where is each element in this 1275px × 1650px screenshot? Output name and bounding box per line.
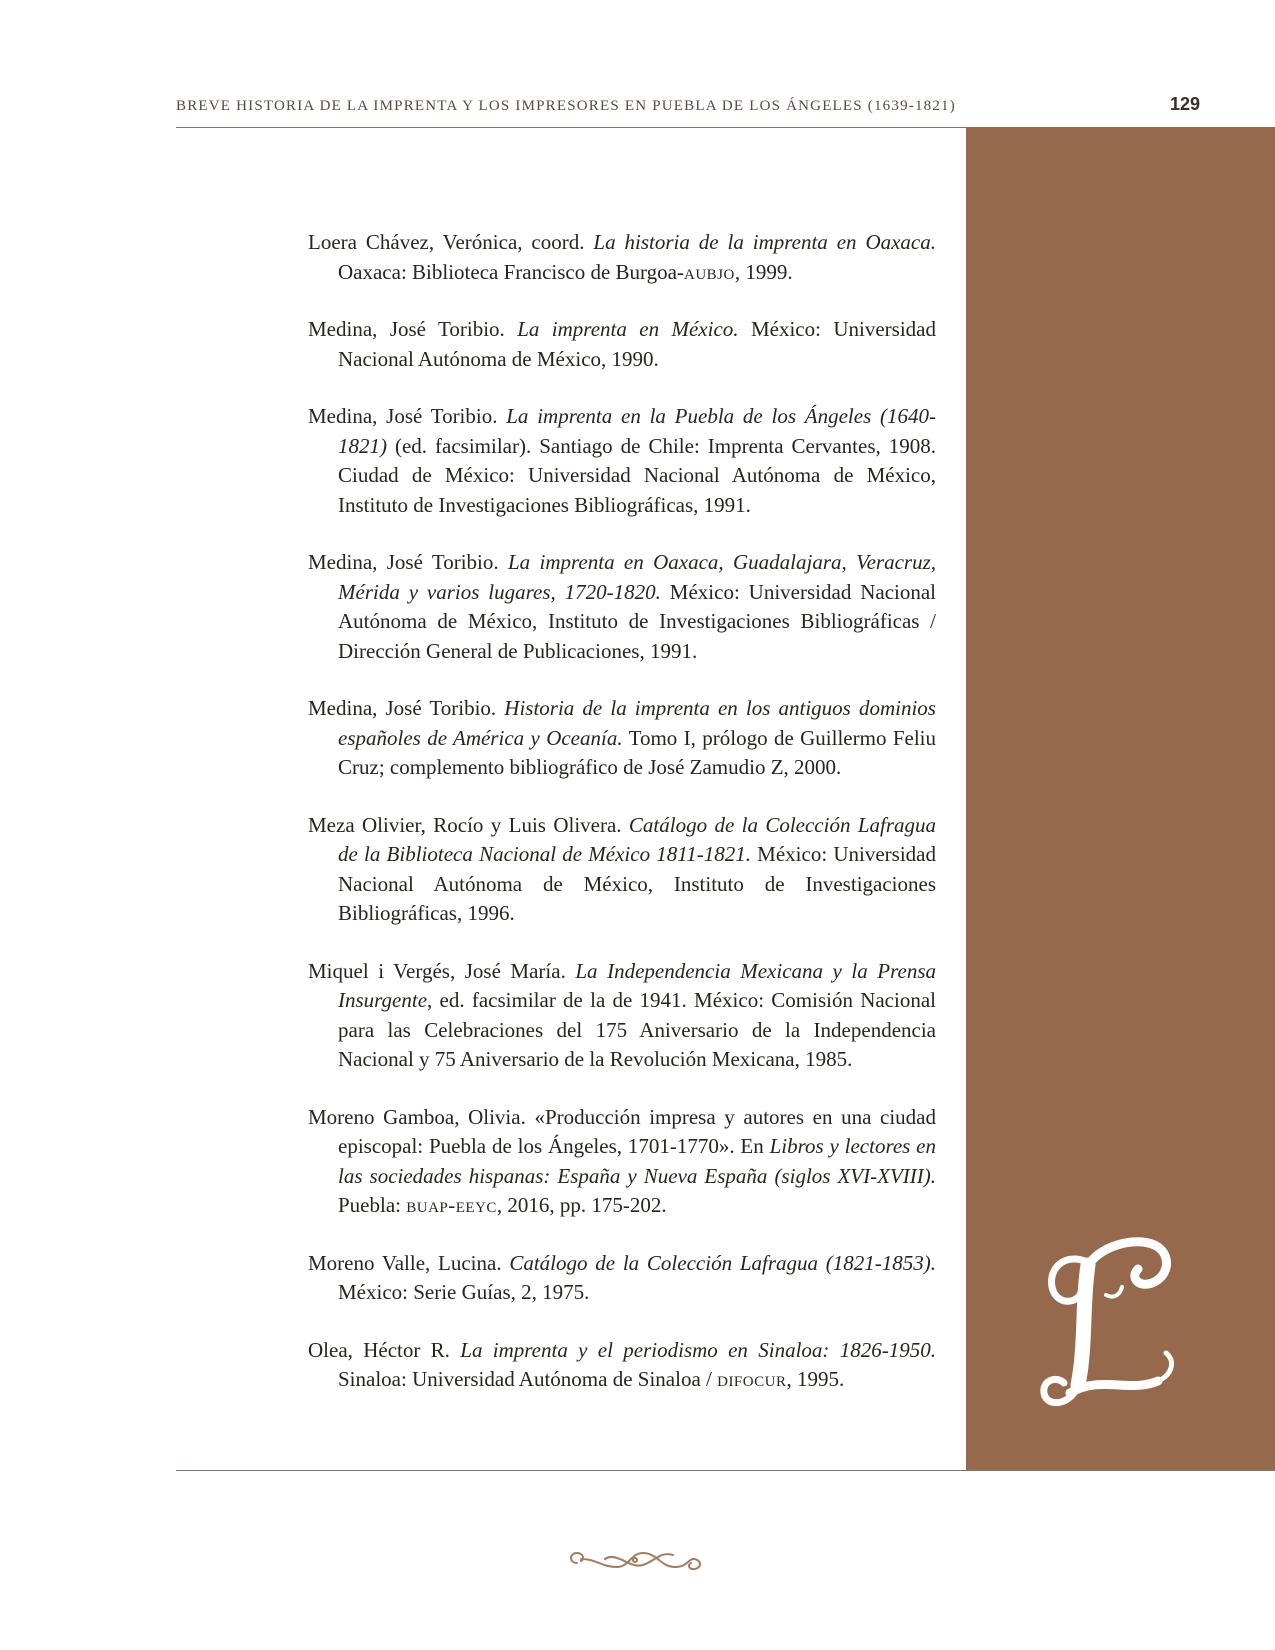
bibliography-entry: Loera Chávez, Verónica, coord. La historia de la imprenta en Oaxaca. Oaxaca: Biblioteca Francisco de Burgoa-aubjo, 1999. (308, 230, 936, 284)
bibliography-entry: Moreno Valle, Lucina. Catálogo de la Colección Lafragua (1821-1853). México: Serie Guías, 2, 1975. (308, 1250, 936, 1304)
flourish-divider-icon (565, 1545, 705, 1575)
page-number: 129 (1170, 94, 1201, 114)
bibliography-entry: Olea, Héctor R. La imprenta y el periodismo en Sinaloa: 1826-1950. Sinaloa: Universidad Autónoma de Sinaloa / difocur, 1995. (308, 1337, 936, 1391)
footer-rule (176, 1470, 1275, 1471)
header-rule (176, 127, 966, 128)
bibliography-entry: Moreno Gamboa, Olivia. «Producción impresa y autores en una ciudad episcopal: Puebla de los Ángeles, 1701-1770». En Libros y lectores en las sociedades hispanas: España y Nueva España (siglos XVI-XVIII). Puebla: buap-eeyc, 2016, pp. 175-202. (308, 1104, 936, 1217)
bibliography-entry: Medina, José Toribio. La imprenta en la Puebla de los Ángeles (1640-1821) (ed. facsimilar). Santiago de Chile: Imprenta Cervantes, 1908. Ciudad de México: Universidad Nacional Autónoma de México, Instituto de Investigaciones Bibliográficas, 1991. (308, 404, 936, 517)
bibliography-entry: Miquel i Vergés, José María. La Independencia Mexicana y la Prensa Insurgente, ed. facsimilar de la de 1941. México: Comisión Nacional para las Celebraciones del 175 Aniversario de la Independencia Nacional y 75 Aniversario de la Revolución Mexicana, 1985. (308, 958, 936, 1071)
running-title: BREVE HISTORIA DE LA IMPRENTA Y LOS IMPRESORES EN PUEBLA DE LOS ÁNGELES (1639-1821) (176, 98, 956, 114)
bibliography-entry: Medina, José Toribio. Historia de la imprenta en los antiguos dominios españoles de América y Oceanía. Tomo I, prólogo de Guillermo Feliu Cruz; complemento bibliográfico de José Zamudio Z, 2000. (308, 696, 936, 779)
bibliography-entry: Medina, José Toribio. La imprenta en México. México: Universidad Nacional Autónoma de México, 1990. (308, 317, 936, 371)
bibliography-list (308, 228, 936, 1423)
blackletter-capital-l-icon (1030, 1225, 1180, 1420)
bibliography-entry: Meza Olivier, Rocío y Luis Olivera. Catálogo de la Colección Lafragua de la Biblioteca Nacional de México 1811-1821. México: Universidad Nacional Autónoma de México, Instituto de Investigaciones Bibliográficas, 1996. (308, 812, 936, 925)
bibliography-entry: Medina, José Toribio. La imprenta en Oaxaca, Guadalajara, Veracruz, Mérida y varios lugares, 1720-1820. México: Universidad Nacional Autónoma de México, Instituto de Investigaciones Bibliográficas / Dirección General de Publicaciones, 1991. (308, 550, 937, 663)
